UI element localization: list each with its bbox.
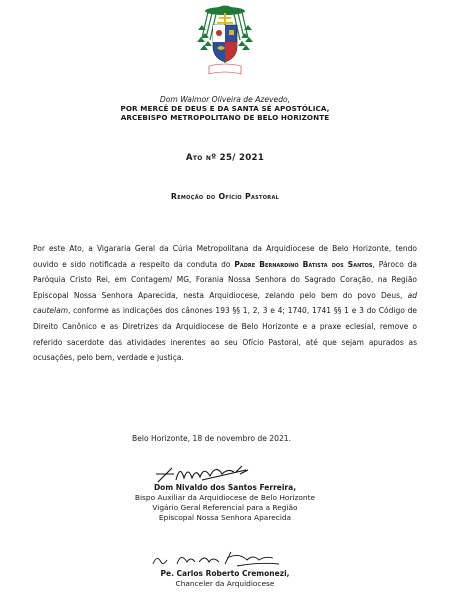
signatory-1-name: Dom Nivaldo dos Santos Ferreira, (153, 483, 297, 492)
signatory-2-name: Pe. Carlos Roberto Cremonezi, (160, 569, 290, 578)
latin-term: ad cautelam (33, 290, 417, 316)
act-body-paragraph (33, 241, 417, 366)
header-title-line: POR MERCÊ DE DEUS E DA SANTA SÉ APOSTÓLICA, (120, 104, 330, 113)
signatory-2-role: Chanceler da Arquidiocese (175, 579, 275, 588)
act-subject: Remoção do Ofício Pastoral (170, 192, 280, 201)
archbishop-coat-of-arms-icon (196, 2, 254, 84)
body-text-part: , Pároco da Paróquia Cristo Rei, em Contagem/ MG, Forania Nossa Senhora do Sagrado Coração, na Região Episcopal Nossa Senhora Aparecida, nesta Arquidiocese, zelando pelo bem do povo Deus, (33, 259, 417, 300)
dateline: Belo Horizonte, 18 de novembro de 2021. (132, 434, 292, 443)
act-number-title: Ato nº 25/ 2021 (185, 153, 265, 163)
archbishop-name: Dom Walmor Oliveira de Azevedo, (159, 95, 291, 104)
signatory-1-role: Vigário Geral Referencial para a Região (152, 503, 298, 512)
priest-name: Padre Bernardino Batista dos Santos (234, 259, 373, 269)
signatory-1-role: Episcopal Nossa Senhora Aparecida (158, 513, 292, 522)
header-office-line: ARCEBISPO METROPOLITANO DE BELO HORIZONTE (120, 113, 330, 122)
body-text-part: , conforme as indicações dos cânones 193 §§ 1, 2, 3 e 4; 1740, 1741 §§ 1 e 3 do Código de Direito Canônico e as Diretrizes da Arquidiocese de Belo Horizonte e a praxe eclesial, remove o referido sacerdote das atividades inerentes ao seu Ofício Pastoral, até que sejam apurados as ocusações, pelo bem, verdade e justiça. (33, 306, 417, 363)
body-text-part: Por este Ato, a Vigararia Geral da Cúria Metropolitana da Arquidiocese de Belo Horizonte, tendo ouvido e sido notificada a respeito da conduta do (33, 244, 417, 269)
signature-cremonezi-icon (147, 548, 287, 570)
signatory-1-role: Bispo Auxiliar da Arquidiocese de Belo Horizonte (134, 493, 316, 502)
